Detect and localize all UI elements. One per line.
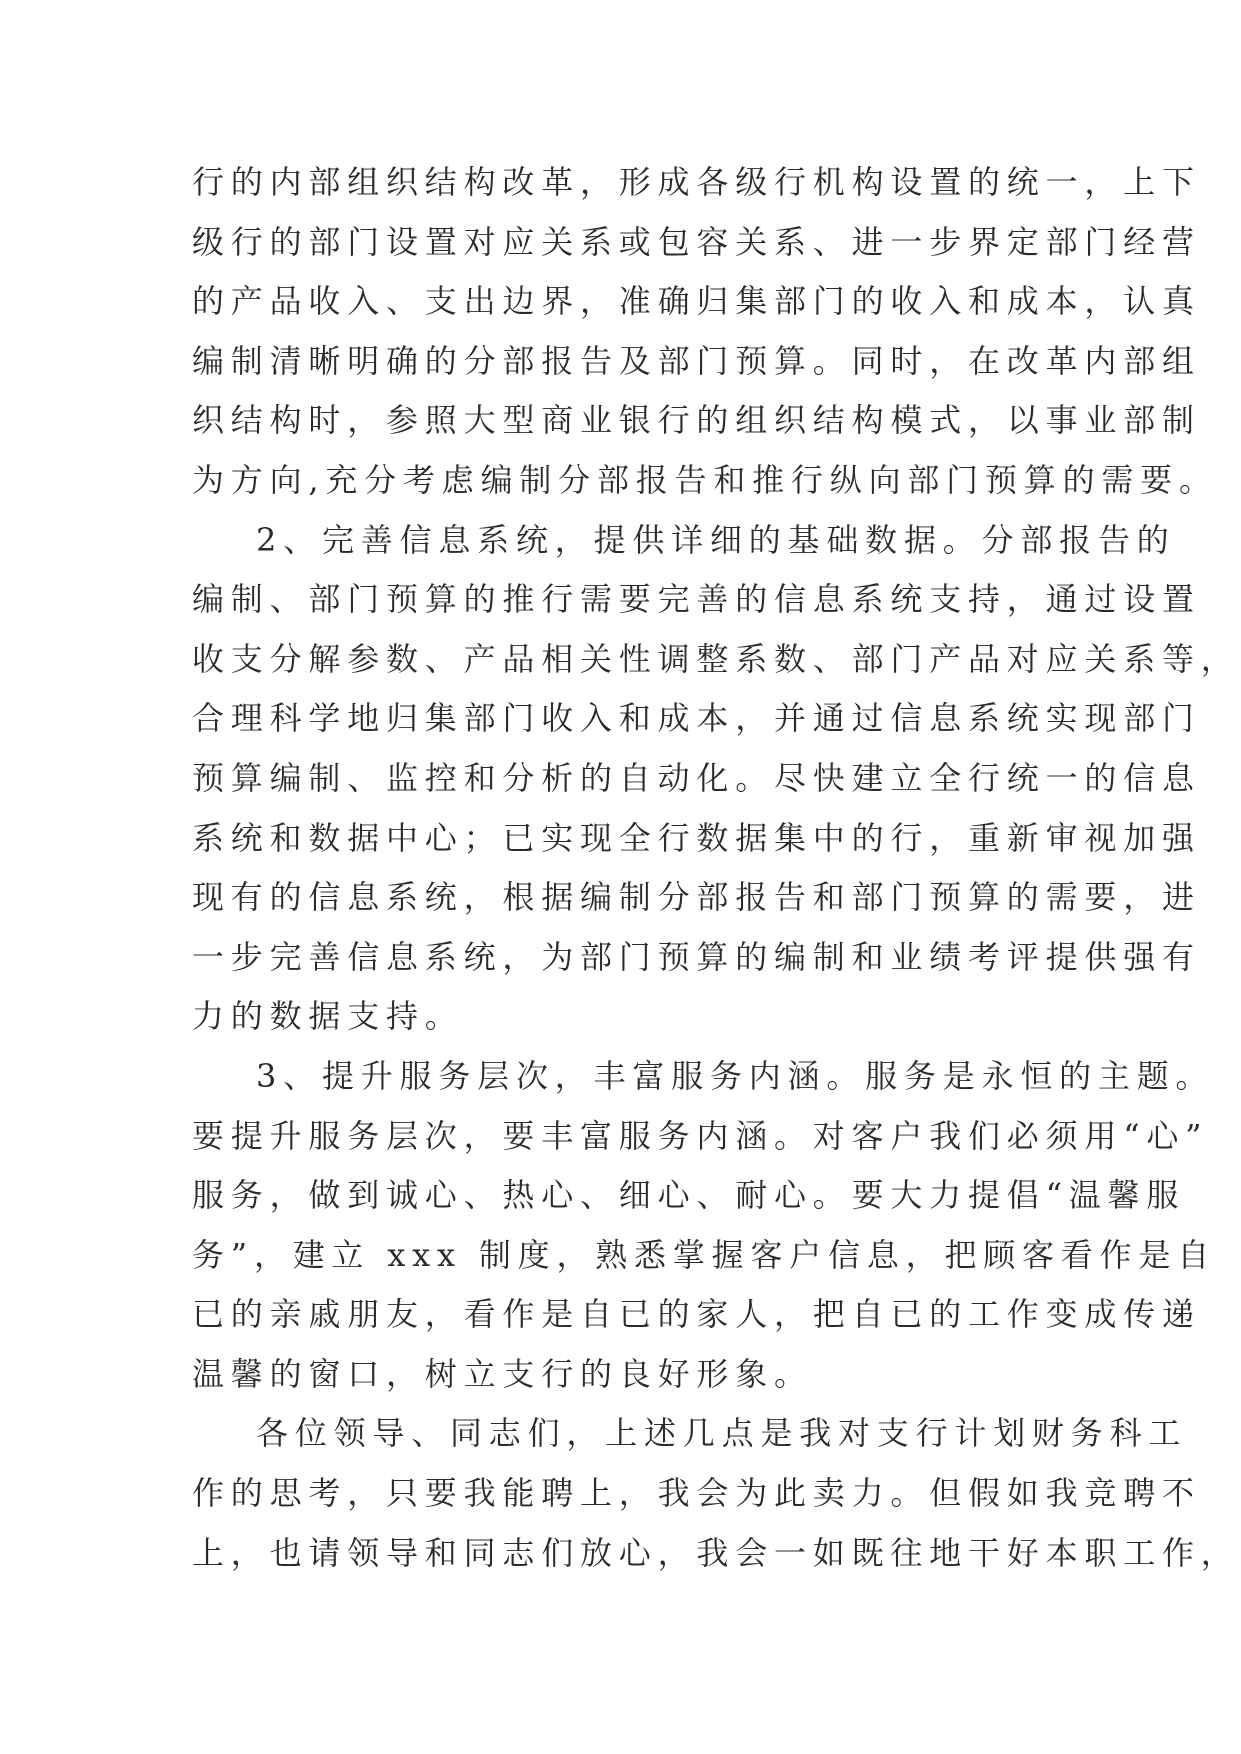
text-line: 上，也请领导和同志们放心，我会一如既往地干好本职工作，	[192, 1533, 1240, 1572]
text-line: 级行的部门设置对应关系或包容关系、进一步界定部门经营	[192, 222, 1201, 261]
text-line: 系统和数据中心；已实现全行数据集中的行，重新审视加强	[192, 818, 1201, 857]
text-line: 为方向,充分考虑编制分部报告和推行纵向部门预算的需要。	[192, 460, 1218, 499]
text-line: 收支分解参数、产品相关性调整系数、部门产品对应关系等，	[192, 639, 1240, 678]
text-line: 编制、部门预算的推行需要完善的信息系统支持，通过设置	[192, 580, 1201, 619]
text-line: 一步完善信息系统，为部门预算的编制和业绩考评提供强有	[192, 937, 1201, 976]
paragraph-start-line: 各位领导、同志们，上述几点是我对支行计划财务科工	[256, 1414, 1188, 1453]
text-line: 服务，做到诚心、热心、细心、耐心。要大力提倡“温馨服	[192, 1176, 1186, 1215]
paragraph-start-line: 3、提升服务层次，丰富服务内涵。服务是永恒的主题。	[256, 1056, 1215, 1095]
paragraph-start-line: 2、完善信息系统，提供详细的基础数据。分部报告的	[256, 520, 1176, 559]
text-line: 已的亲戚朋友，看作是自已的家人，把自已的工作变成传递	[192, 1295, 1201, 1334]
text-line: 作的思考，只要我能聘上，我会为此卖力。但假如我竞聘不	[192, 1474, 1201, 1513]
text-line: 行的内部组织结构改革，形成各级行机构设置的统一，上下	[192, 163, 1201, 201]
text-line: 要提升服务层次，要丰富服务内涵。对客户我们必须用“心”	[192, 1116, 1209, 1155]
text-line: 务”，建立 xxx 制度，熟悉掌握客户信息，把顾客看作是自	[192, 1235, 1217, 1274]
text-line: 力的数据支持。	[192, 997, 464, 1036]
text-line: 的产品收入、支出边界，准确归集部门的收入和成本，认真	[192, 282, 1201, 321]
text-line: 合理科学地归集部门收入和成本，并通过信息系统实现部门	[192, 699, 1201, 738]
text-line: 预算编制、监控和分析的自动化。尽快建立全行统一的信息	[192, 758, 1201, 797]
text-line: 现有的信息系统，根据编制分部报告和部门预算的需要，进	[192, 878, 1201, 917]
text-line: 织结构时，参照大型商业银行的组织结构模式，以事业部制	[192, 401, 1201, 440]
text-line: 温馨的窗口，树立支行的良好形象。	[192, 1354, 813, 1393]
document-body	[192, 153, 1240, 1583]
text-line: 编制清晰明确的分部报告及部门预算。同时，在改革内部组	[192, 341, 1201, 380]
